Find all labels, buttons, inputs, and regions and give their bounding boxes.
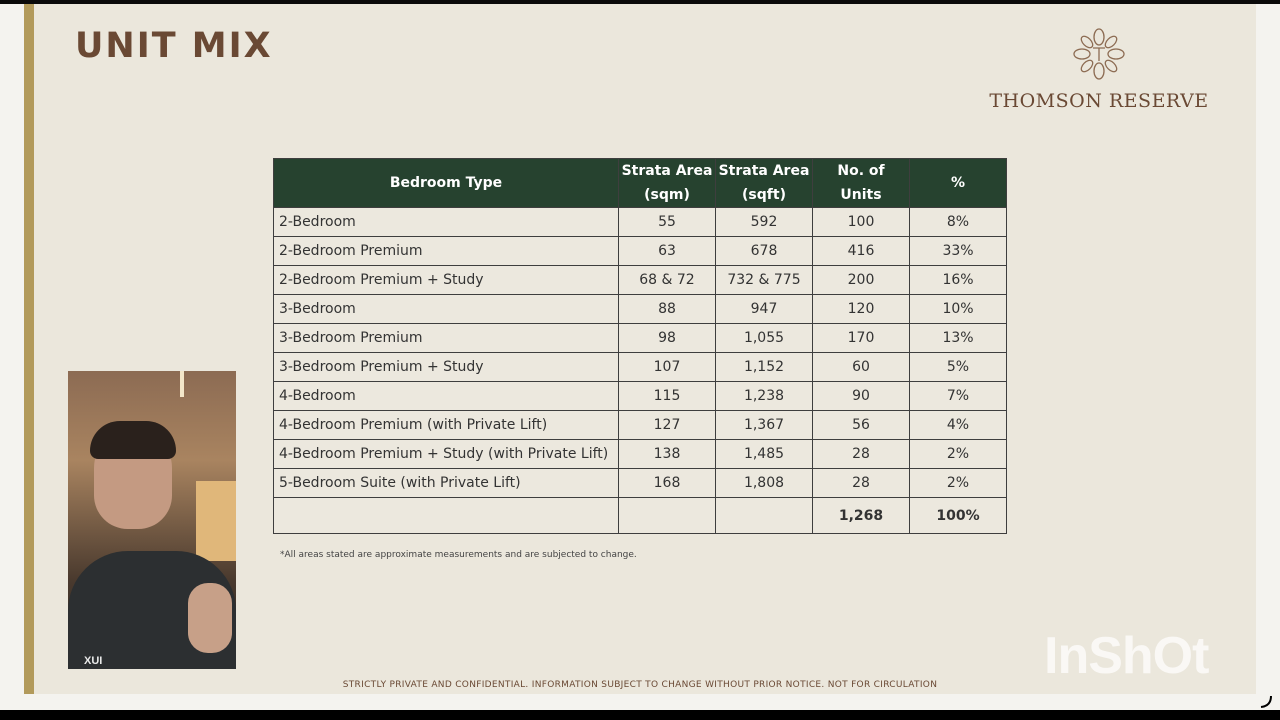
cell-bedroom-type: 3-Bedroom Premium + Study [274, 353, 619, 382]
gold-accent-bar [24, 4, 34, 694]
cell-sqm: 63 [619, 237, 716, 266]
cell-sqft: 1,808 [716, 469, 813, 498]
total-units: 1,268 [813, 498, 910, 534]
cell-percent: 16% [910, 266, 1007, 295]
cell-percent: 2% [910, 469, 1007, 498]
total-empty-cell [619, 498, 716, 534]
cell-units: 56 [813, 411, 910, 440]
cell-units: 28 [813, 440, 910, 469]
cell-bedroom-type: 3-Bedroom [274, 295, 619, 324]
cell-units: 60 [813, 353, 910, 382]
header-percent: % [910, 159, 1007, 208]
cell-sqm: 115 [619, 382, 716, 411]
cell-units: 90 [813, 382, 910, 411]
bottom-margin [0, 694, 1280, 710]
total-percent: 100% [910, 498, 1007, 534]
header-strata-area-sqft: Strata Area (sqft) [716, 159, 813, 208]
header-no-of-units: No. of Units [813, 159, 910, 208]
cell-sqft: 678 [716, 237, 813, 266]
cell-bedroom-type: 5-Bedroom Suite (with Private Lift) [274, 469, 619, 498]
cell-sqm: 138 [619, 440, 716, 469]
unit-mix-table [273, 158, 1007, 534]
table-total-row [274, 498, 1007, 534]
background-window [196, 481, 236, 561]
cell-percent: 2% [910, 440, 1007, 469]
cell-units: 120 [813, 295, 910, 324]
cell-sqm: 107 [619, 353, 716, 382]
cell-units: 28 [813, 469, 910, 498]
cell-sqft: 1,485 [716, 440, 813, 469]
bottom-black-bar [0, 710, 1280, 720]
curved-arrow-icon [1258, 694, 1274, 710]
cell-units: 416 [813, 237, 910, 266]
table-row [274, 266, 1007, 295]
thomson-reserve-leaf-monogram-icon [1073, 28, 1125, 80]
total-empty-cell [716, 498, 813, 534]
cell-sqft: 1,055 [716, 324, 813, 353]
cell-units: 170 [813, 324, 910, 353]
cell-bedroom-type: 4-Bedroom Premium (with Private Lift) [274, 411, 619, 440]
header-strata-area-sqm: Strata Area (sqm) [619, 159, 716, 208]
table-row [274, 411, 1007, 440]
table-row [274, 353, 1007, 382]
cell-sqft: 1,367 [716, 411, 813, 440]
cell-bedroom-type: 2-Bedroom [274, 208, 619, 237]
cell-bedroom-type: 3-Bedroom Premium [274, 324, 619, 353]
right-margin [1256, 4, 1280, 708]
table-row [274, 295, 1007, 324]
brand-logo [984, 28, 1214, 124]
inshot-watermark: InShOt [1044, 627, 1209, 685]
footnote: *All areas stated are approximate measurements and are subjected to change. [280, 550, 637, 560]
cell-sqm: 127 [619, 411, 716, 440]
table-row [274, 324, 1007, 353]
cell-sqm: 68 & 72 [619, 266, 716, 295]
table-row [274, 382, 1007, 411]
ceiling-light [180, 371, 184, 397]
presenter-video-overlay [68, 371, 236, 669]
cell-percent: 33% [910, 237, 1007, 266]
cell-units: 100 [813, 208, 910, 237]
cell-bedroom-type: 2-Bedroom Premium + Study [274, 266, 619, 295]
cell-percent: 8% [910, 208, 1007, 237]
cell-percent: 10% [910, 295, 1007, 324]
presenter-hand [188, 583, 232, 653]
cell-percent: 7% [910, 382, 1007, 411]
cell-sqft: 1,152 [716, 353, 813, 382]
total-empty-cell [274, 498, 619, 534]
confidential-disclaimer: STRICTLY PRIVATE AND CONFIDENTIAL. INFORMATION SUBJECT TO CHANGE WITHOUT PRIOR NOTICE. NOT FOR CIRCULATION [342, 680, 938, 690]
left-margin [0, 4, 24, 708]
cell-sqft: 592 [716, 208, 813, 237]
cell-sqm: 168 [619, 469, 716, 498]
cell-units: 200 [813, 266, 910, 295]
presentation-slide [24, 4, 1256, 694]
table-row [274, 469, 1007, 498]
header-bedroom-type: Bedroom Type [274, 159, 619, 208]
table-row [274, 237, 1007, 266]
cell-bedroom-type: 4-Bedroom [274, 382, 619, 411]
cell-sqft: 1,238 [716, 382, 813, 411]
cell-sqft: 947 [716, 295, 813, 324]
cell-percent: 5% [910, 353, 1007, 382]
cell-sqm: 88 [619, 295, 716, 324]
cell-bedroom-type: 4-Bedroom Premium + Study (with Private Lift) [274, 440, 619, 469]
table-row [274, 208, 1007, 237]
cell-percent: 13% [910, 324, 1007, 353]
cell-sqm: 55 [619, 208, 716, 237]
slide-title: UNIT MIX [75, 26, 273, 66]
cell-sqft: 732 & 775 [716, 266, 813, 295]
table-header-row [274, 159, 1007, 208]
brand-name: THOMSON RESERVE [989, 90, 1209, 112]
presenter-hair [90, 421, 176, 459]
table-row [274, 440, 1007, 469]
cell-sqm: 98 [619, 324, 716, 353]
video-caption: XUI [84, 655, 103, 667]
cell-percent: 4% [910, 411, 1007, 440]
cell-bedroom-type: 2-Bedroom Premium [274, 237, 619, 266]
